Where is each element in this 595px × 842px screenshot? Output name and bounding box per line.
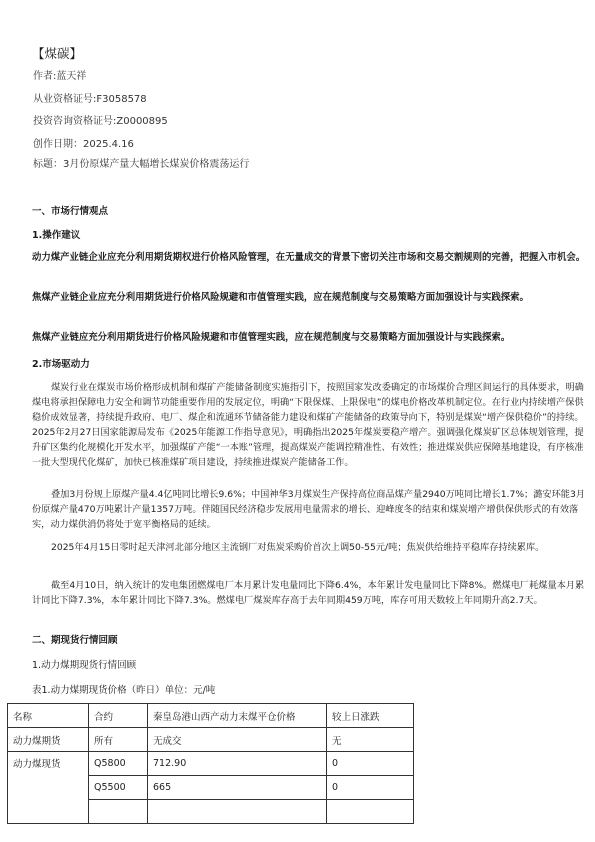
driver-paragraph-1: 煤炭行业在煤炭市场价格形成机制和煤矿产能储备制度实施指引下，按照国家发改委确定的市场煤价合理区间运行的具体要求，明确煤电将承担保障电力安全和调节功能重要作用的发展定位，明确“下限保煤、上限保电”的煤电价格改革机制定位。在行业内持续增产保供稳价成效显著，持续提升政府、电厂、煤企和流通环节储备能力建设和煤矿产能储备的政策导向下，特别是煤炭“增产保供稳价”的持续。2025年2月27日国家能源局发布《2025年能源工作指导意见》，明确指出2025年煤炭要稳产增产。强调强化煤炭矿区总体规划管理，提升矿区集约化规模化开发水平，加强煤矿产能“一本账”管理，提高煤炭产能调控精准性、有效性；推进煤炭供应保障基地建设，有序核准一批大型现代化煤矿，加快已核准煤矿项目建设，持续推进煤炭产能储备工作。 [32, 382, 584, 468]
advice-paragraph-1: 动力煤产业链企业应充分利用期货期权进行价格风险管理，在无量成交的背景下密切关注市场和交易交割规则的完善，把握入市机会。 [32, 252, 586, 263]
table-header-cell: 秦皇岛港山西产动力末煤平仓价格 [148, 704, 327, 728]
table-cell: 无成交 [148, 728, 327, 752]
table-header-cell: 较上日涨跌 [327, 704, 414, 728]
table-row [8, 752, 414, 776]
table-cell: 动力煤现货 [8, 752, 89, 824]
qualification-line: 从业资格证号:F3058578 [33, 94, 147, 105]
table-cell: 0 [327, 752, 414, 776]
table-header-cell: 名称 [8, 704, 89, 728]
market-drivers-title: 2.市场驱动力 [32, 359, 90, 370]
table-row [8, 728, 414, 752]
table-cell: 所有 [89, 728, 148, 752]
table-cell [89, 800, 148, 824]
table-cell [148, 800, 327, 824]
operation-advice-title: 1.操作建议 [32, 230, 81, 241]
advice-paragraph-3: 焦煤产业链应充分利用期货进行价格风险规避和市值管理实践，应在规范制度与交易策略方面加强设计与实践探索。 [32, 332, 511, 343]
section-2-title: 二、期现货行情回顾 [32, 635, 118, 646]
price-table [7, 703, 414, 824]
thermal-coal-review-title: 1.动力煤期现货行情回顾 [32, 660, 137, 671]
table-cell: 无 [327, 728, 414, 752]
date-line: 创作日期：2025.4.16 [33, 139, 134, 150]
table-caption: 表1.动力煤期现货价格（昨日）单位：元/吨 [32, 685, 216, 696]
category-tag: 【煤碳】 [32, 46, 83, 61]
table-header-row [8, 704, 414, 728]
driver-paragraph-3: 2025年4月15日零时起天津河北部分地区主流钢厂对焦炭采购价首次上调50-55元/吨；焦炭供给维持平稳库存持续累库。 [51, 542, 545, 553]
table-cell: Q5800 [89, 752, 148, 776]
advisory-line: 投资咨询资格证号:Z0000895 [33, 116, 168, 127]
table-cell: 665 [148, 776, 327, 800]
section-1-title: 一、市场行情观点 [32, 206, 109, 217]
subject-line: 标题：3月份原煤产量大幅增长煤炭价格震荡运行 [33, 159, 250, 170]
table-cell: 712.90 [148, 752, 327, 776]
advice-paragraph-2: 焦煤产业链企业应充分利用期货进行价格风险规避和市值管理实践，应在规范制度与交易策略方面加强设计与实践探索。 [32, 292, 529, 303]
table-cell: 0 [327, 776, 414, 800]
table-cell [327, 800, 414, 824]
author-line: 作者:蓝天祥 [33, 71, 87, 82]
table-cell: 动力煤期货 [8, 728, 89, 752]
table-header-cell: 合约 [89, 704, 148, 728]
driver-paragraph-4: 截至4月10日，纳入统计的发电集团燃煤电厂本月累计发电量同比下降6.4%，本年累计发电量同比下降8%。燃煤电厂耗煤量本月累计同比下降7.3%，本年累计同比下降7.3%。燃煤电厂煤炭库存高于去年同期459万吨，库存可用天数较上年同期升高2.7天。 [32, 580, 585, 606]
table-cell: Q5500 [89, 776, 148, 800]
driver-paragraph-2: 叠加3月份规上原煤产量4.4亿吨同比增长9.6%；中国神华3月煤炭生产保持高位商品煤产量2940万吨同比增长1.7%；潞安环能3月份原煤产量470万吨累计产量1357万吨。伴随国民经济稳步发展用电量需求的增长、迎峰度冬的结束和煤炭增产增供保供形式的有效落实，动力煤供消仍将处于宽平衡格局的延续。 [32, 489, 586, 530]
